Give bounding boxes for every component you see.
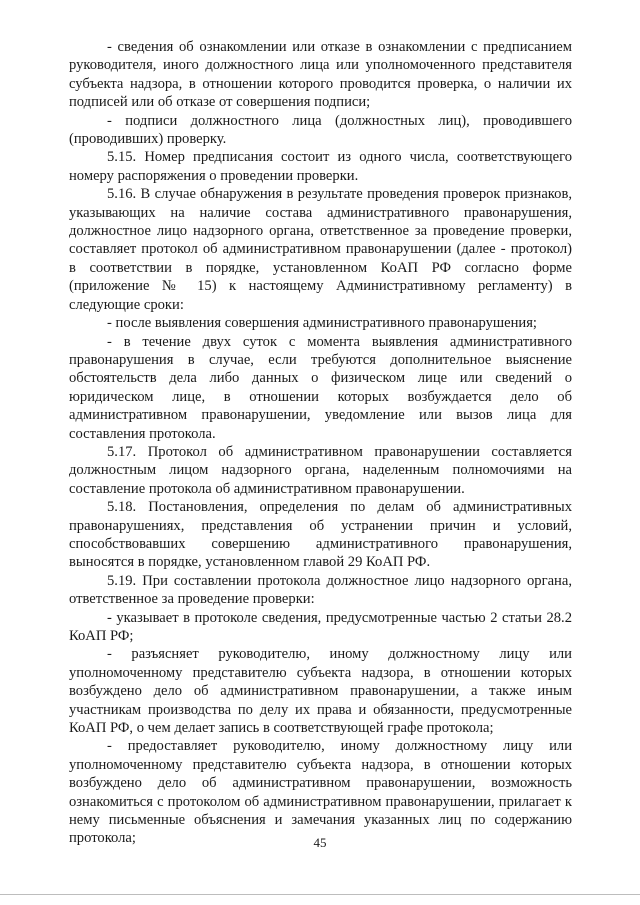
paragraph-inspector-signatures: - подписи должностного лица (должностных лиц), проводившего (проводивших) проверку. <box>69 112 572 148</box>
paragraph-5-15: 5.15. Номер предписания состоит из одного числа, соответствующего номеру распоряжения о проведении проверки. <box>69 149 572 184</box>
paragraph-two-days: - в течение двух суток с момента выявления административного правонарушения в случае, если требуются дополнительное выяснение обстоятельств дела либо данных о физическом лице или сведений о юридическом лице, в отношении которых возбуждается дело об административном правонарушении, уведомление или вызов лица для составления протокола. <box>69 333 572 442</box>
document-body <box>69 38 572 848</box>
paragraph-provides-access: - предоставляет руководителю, иному должностному лицу или уполномоченному представителю субъекта надзора, в отношении которых возбуждено дело об административном правонарушении, возможность ознакомиться с протоколом об административном правонарушении, прилагает к нему письменные объяснения и замечания указанных лиц по содержанию протокола; <box>69 738 572 847</box>
paragraph-5-16: 5.16. В случае обнаружения в результате проведения проверок признаков, указывающих на наличие состава административного правонарушения, должностное лицо надзорного органа, ответственное за проведение проверки, составляет протокол об административном правонарушении (далее - протокол) в соответствии в порядке, установленном КоАП РФ согласно форме (приложение № 15) к настоящему Административному регламенту) в следующие сроки: <box>69 186 572 313</box>
paragraph-after-detection: - после выявления совершения административного правонарушения; <box>107 315 537 332</box>
scan-edge-line <box>0 894 640 895</box>
paragraph-indicates-info: - указывает в протоколе сведения, предусмотренные частью 2 статьи 28.2 КоАП РФ; <box>69 609 572 644</box>
paragraph-explains-rights: - разъясняет руководителю, иному должностному лицу или уполномоченному представителю субъекта надзора, в отношении которых возбуждено дело об административном правонарушении, а также иным участникам производства по делу их права и обязанности, предусмотренные КоАП РФ, о чем делает запись в соответствующей графе протокола; <box>69 646 572 737</box>
paragraph-5-18: 5.18. Постановления, определения по делам об административных правонарушениях, представления об устранении причин и условий, способствовавших совершению административного правонарушения, выносятся в порядке, установленном главой 29 КоАП РФ. <box>69 499 572 571</box>
page-number: 45 <box>313 835 327 850</box>
paragraph-5-19: 5.19. При составлении протокола должностное лицо надзорного органа, ответственное за проведение проверки: <box>69 572 572 608</box>
paragraph-5-17: 5.17. Протокол об административном правонарушении составляется должностным лицом надзорного органа, наделенным полномочиями на составление протокола об административном правонарушении. <box>69 443 572 497</box>
paragraph-familiarization-info: - сведения об ознакомлении или отказе в ознакомлении с предписанием руководителя, иного должностного лица или уполномоченного представителя субъекта надзора, в отношении которого проводится проверка, о наличии их подписей или об отказе от совершения подписи; <box>69 39 572 111</box>
